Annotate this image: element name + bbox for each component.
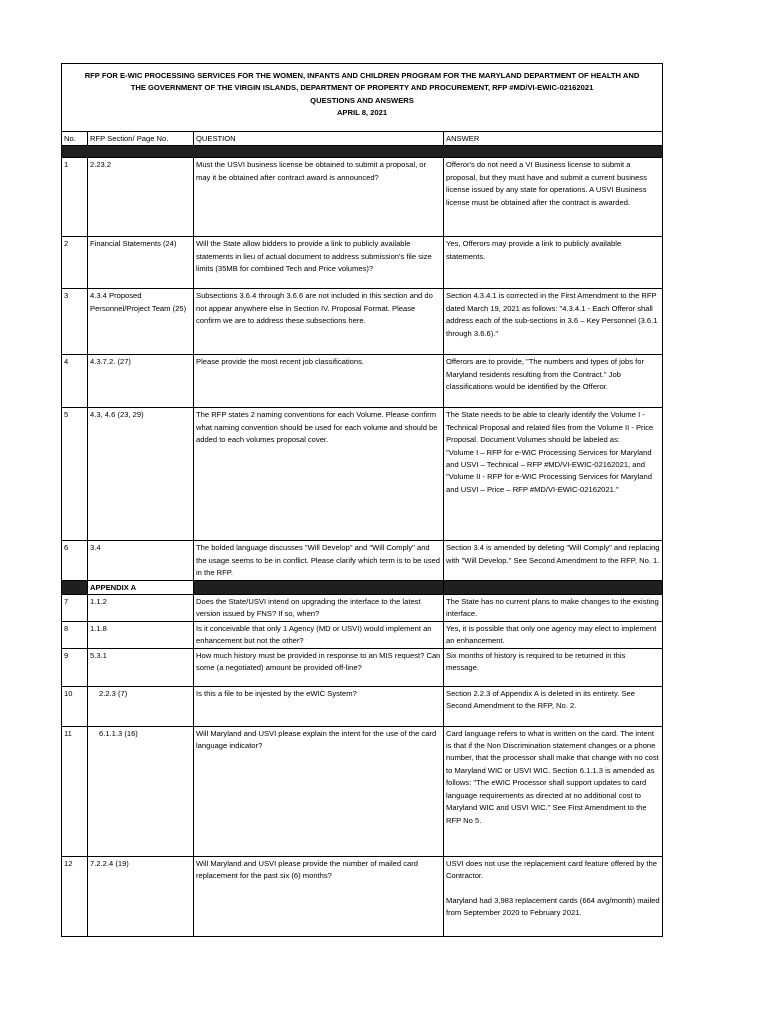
row-answer: Yes, it is possible that only one agency may elect to implement an enhancement.: [444, 621, 663, 648]
row-no: 11: [62, 726, 88, 856]
row-no: 5: [62, 408, 88, 541]
row-no: 3: [62, 289, 88, 355]
row-answer: The State needs to be able to clearly identify the Volume I - Technical Proposal and related files from the Volume II - Price Proposal. Document Volumes should be labeled as: "Volume I – RFP for e-WIC Processing Services for Maryland and USVI – Technical – RFP #MD/VI-EWIC-02162021, and "Volume II - RFP for e-WIC Processing Services for Maryland and USVI – Price – RFP #MD/VI-EWIC-02162021.": [444, 408, 663, 541]
header-section: RFP Section/ Page No.: [88, 132, 194, 146]
row-answer: Offerors are to provide, "The numbers and types of jobs for Maryland residents resulting from the Contract." Job classifications would be identified by the Offeror.: [444, 355, 663, 408]
row-question: Is this a file to be injested by the eWIC System?: [194, 686, 444, 726]
table-row: [62, 726, 663, 856]
row-no: 4: [62, 355, 88, 408]
row-section: 6.1.1.3 (16): [88, 726, 194, 856]
header-answer: ANSWER: [444, 132, 663, 146]
row-question: The RFP states 2 naming conventions for each Volume. Please confirm what naming convention should be used for each volume and should be added to each volumes proposal cover.: [194, 408, 444, 541]
row-question: Will Maryland and USVI please explain the intent for the use of the card language indicator?: [194, 726, 444, 856]
row-section: 2.23.2: [88, 158, 194, 237]
qa-table: [61, 63, 663, 937]
row-no: 6: [62, 541, 88, 580]
title-line-1: RFP FOR E-WIC PROCESSING SERVICES FOR THE WOMEN, INFANTS AND CHILDREN PROGRAM FOR THE MARYLAND DEPARTMENT OF HEALTH AND: [84, 71, 640, 80]
row-section: 4.3, 4.6 (23, 29): [88, 408, 194, 541]
row-question: Will the State allow bidders to provide a link to publicly available statements in lieu of actual document to address submission's file size limits (35MB for combined Tech and Price volumes)?: [194, 237, 444, 289]
row-answer: Section 2.2.3 of Appendix A is deleted in its entirety. See Second Amendment to the RFP, No. 2.: [444, 686, 663, 726]
row-question: The bolded language discusses "Will Develop" and "Will Comply" and the usage seems to be in conflict. Please clarify which term is to be used in the RFP.: [194, 541, 444, 580]
separator-cell: [62, 146, 663, 158]
row-section: 1.1.8: [88, 621, 194, 648]
row-question: Please provide the most recent job classifications.: [194, 355, 444, 408]
row-no: 9: [62, 648, 88, 686]
row-answer: Six months of history is required to be returned in this message.: [444, 648, 663, 686]
row-section: Financial Statements (24): [88, 237, 194, 289]
table-row: [62, 686, 663, 726]
title-line-3: QUESTIONS AND ANSWERS: [310, 95, 414, 105]
row-answer: The State has no current plans to make changes to the existing interface.: [444, 595, 663, 622]
appendix-header-row: [62, 580, 663, 594]
row-answer: Card language refers to what is written on the card. The intent is that if the Non Discrimination statement changes or a phone number, that the processor shall make that change with no cost to Maryland WIC or USVI WIC. Section 6.1.1.3 is amended as follows: "The eWIC Processor shall support updates to card language requirements as directed at no additional cost to Maryland WIC and USVI WIC." See First Amendment to the RFP No 5.: [444, 726, 663, 856]
table-row: [62, 289, 663, 355]
appendix-spacer: [62, 580, 88, 594]
row-section: 3.4: [88, 541, 194, 580]
table-row: [62, 856, 663, 936]
row-section: 4.3.4 Proposed Personnel/Project Team (25): [88, 289, 194, 355]
appendix-label: APPENDIX A: [88, 580, 194, 594]
row-section: 5.3.1: [88, 648, 194, 686]
row-no: 8: [62, 621, 88, 648]
row-answer: Section 3.4 is amended by deleting "Will Comply" and replacing with "Will Develop." See Second Amendment to the RFP, No. 1.: [444, 541, 663, 580]
qa-document: [61, 63, 662, 937]
table-row: [62, 595, 663, 622]
row-question: How much history must be provided in response to an MIS request? Can some (a negotiated) amount be provided off-line?: [194, 648, 444, 686]
table-row: [62, 621, 663, 648]
header-no: No.: [62, 132, 88, 146]
row-no: 2: [62, 237, 88, 289]
title-date: APRIL 8, 2021: [336, 108, 388, 118]
row-question: Is it conceivable that only 1 Agency (MD or USVI) would implement an enhancement but not the other?: [194, 621, 444, 648]
header-row: [62, 132, 663, 146]
table-row: [62, 237, 663, 289]
table-row: [62, 355, 663, 408]
document-title: [62, 64, 663, 132]
table-row: [62, 158, 663, 237]
row-no: 1: [62, 158, 88, 237]
appendix-spacer: [194, 580, 444, 594]
title-line-2: THE GOVERNMENT OF THE VIRGIN ISLANDS, DEPARTMENT OF PROPERTY AND PROCUREMENT, RFP #MD/VI-EWIC-02162021: [130, 83, 594, 93]
row-section: 1.1.2: [88, 595, 194, 622]
table-row: [62, 408, 663, 541]
row-section: 4.3.7.2. (27): [88, 355, 194, 408]
row-question: Does the State/USVI intend on upgrading the interface to the latest version issued by FNS? If so, when?: [194, 595, 444, 622]
row-answer: USVI does not use the replacement card feature offered by the Contractor. Maryland had 3,983 replacement cards (664 avg/month) mailed from September 2020 to February 2021.: [444, 856, 663, 936]
table-row: [62, 541, 663, 580]
row-section: 7.2.2.4 (19): [88, 856, 194, 936]
row-question: Subsections 3.6.4 through 3.6.6 are not included in this section and do not appear anywhere else in Section IV. Proposal Format. Please confirm we are to address these subsections here.: [194, 289, 444, 355]
separator-bar: [62, 146, 663, 158]
table-row: [62, 648, 663, 686]
appendix-spacer: [444, 580, 663, 594]
header-question: QUESTION: [194, 132, 444, 146]
row-question: Must the USVI business license be obtained to submit a proposal, or may it be obtained after contract award is announced?: [194, 158, 444, 237]
row-section: 2.2.3 (7): [88, 686, 194, 726]
row-no: 7: [62, 595, 88, 622]
row-answer: Yes, Offerors may provide a link to publicly available statements.: [444, 237, 663, 289]
row-answer: Section 4.3.4.1 is corrected in the First Amendment to the RFP dated March 19, 2021 as follows: "4.3.4.1 - Each Offeror shall address each of the sub-sections in 3.6 – Key Personnel (3.6.1 through 3.6.6).": [444, 289, 663, 355]
row-question: Will Maryland and USVI please provide the number of mailed card replacement for the past six (6) months?: [194, 856, 444, 936]
row-no: 12: [62, 856, 88, 936]
row-answer: Offeror's do not need a VI Business license to submit a proposal, but they must have and submit a current business license issued by any state for operations. A USVI Business license must be obtained after the contract is awarded.: [444, 158, 663, 237]
row-no: 10: [62, 686, 88, 726]
